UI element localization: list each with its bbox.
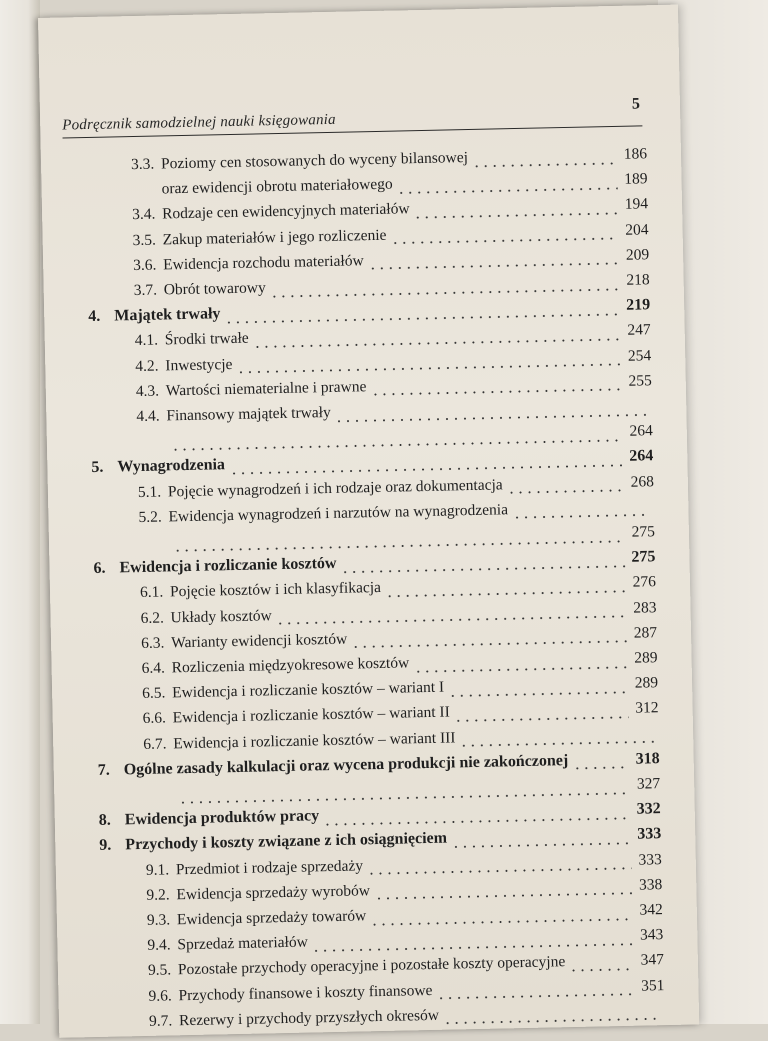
toc-entry-page: 327 (636, 775, 661, 793)
toc-entry-page: 318 (635, 749, 660, 768)
toc-entry-title: Finansowy majątek trwały (166, 403, 331, 425)
toc-entry-title: oraz ewidencji obrotu materiałowego (161, 175, 393, 198)
toc-entry-title: Ewidencja wynagrodzeń i narzutów na wynagrodzenia (168, 501, 509, 526)
dot-leader (414, 212, 619, 219)
toc-entry-page: 343 (639, 926, 664, 944)
page-number: 5 (631, 95, 641, 113)
toc-entry-title: Przedmiot i rodzaje sprzedaży (175, 856, 364, 878)
dot-leader (237, 363, 622, 374)
dot-leader (460, 740, 656, 747)
toc-entry-number: 9. (99, 837, 112, 855)
toc-entry-page: 347 (640, 951, 665, 969)
toc-entry-title: Ewidencja i rozliczanie kosztów – wariant III (173, 729, 456, 752)
toc-entry-title: Ewidencja i rozliczanie kosztów – wariant II (172, 703, 450, 727)
dot-leader (367, 867, 632, 876)
dot-leader (448, 690, 628, 697)
toc-entry-page: 186 (623, 145, 648, 163)
toc-entry-title: Ewidencja i rozliczanie kosztów – wariant I (171, 678, 445, 702)
running-header (62, 95, 642, 138)
dot-leader (507, 489, 624, 494)
toc-entry-page: 342 (639, 901, 663, 919)
toc-entry-title: Poziomy cen stosowanych do wyceny bilansowej (160, 149, 469, 173)
toc-entry-title: Zakup materiałów i jego rozliczenie (162, 226, 387, 249)
dot-leader (312, 942, 634, 952)
toc-entry-number: 9.5. (147, 961, 172, 980)
toc-entry-page: 264 (629, 447, 654, 466)
toc-entry-title: Ewidencja sprzedaży wyrobów (176, 882, 371, 904)
toc-entry-page: 219 (625, 296, 651, 314)
toc-entry-title: Przychody i koszty związane z ich osiągnięciem (125, 830, 448, 854)
dot-leader (276, 615, 627, 625)
dot-leader (512, 514, 650, 520)
dot-leader (451, 842, 631, 849)
toc-entry-page: 204 (625, 220, 649, 239)
toc-entry-number: 5.1. (137, 483, 162, 501)
toc-entry-title: Obrót towarowy (163, 279, 266, 299)
toc-entry-number: 9.1. (145, 861, 170, 879)
book-page (38, 5, 699, 1038)
toc-entry-number: 4. (88, 307, 101, 326)
toc-entry-title: Ewidencja sprzedaży towarów (176, 907, 367, 929)
toc-entry-number: 3.4. (131, 205, 156, 224)
adjacent-page-edge (0, 0, 40, 1024)
toc-entry-number: 6. (93, 559, 106, 578)
toc-entry-title: Warianty ewidencji kosztów (170, 630, 348, 652)
toc-entry-number: 9.4. (147, 936, 171, 955)
dot-leader (569, 968, 634, 972)
toc-entry-page: 287 (633, 623, 658, 642)
dot-leader (323, 816, 631, 825)
dot-leader (335, 413, 649, 423)
toc-entry-number: 6.7. (143, 735, 167, 753)
toc-entry-page: 264 (629, 422, 653, 440)
dot-leader (374, 892, 632, 900)
toc-entry-page: 332 (636, 800, 661, 818)
dot-leader (572, 766, 629, 770)
toc-entry-title: Inwestycje (165, 355, 233, 375)
dot-leader (371, 388, 622, 396)
toc-entry-number: 4.4. (136, 407, 160, 426)
toc-entry-title: Ogólne zasady kalkulacji oraz wycena produkcji nie zakończonej (123, 751, 569, 779)
dot-leader (397, 187, 618, 195)
toc-entry-page: 338 (638, 875, 663, 894)
toc-entry-page: 189 (624, 170, 648, 188)
toc-entry-page: 289 (634, 674, 659, 692)
toc-entry-number: 3.7. (133, 281, 158, 300)
toc-entry-page: 194 (624, 195, 649, 214)
dot-leader (472, 161, 617, 167)
dot-leader (229, 464, 623, 475)
toc-entry-number: 3.5. (132, 231, 157, 249)
toc-entry-title: Pojęcie wynagrodzeń i ich rodzaje oraz dokumentacja (167, 475, 503, 500)
toc-entry-page: 275 (631, 548, 656, 566)
toc-entry-page: 283 (633, 598, 657, 617)
dot-leader (454, 716, 629, 723)
toc-entry-page: 312 (635, 699, 659, 718)
toc-entry-number: 4.1. (134, 331, 159, 350)
toc-entry-number: 9.7. (148, 1012, 173, 1030)
toc-entry-number: 6.4. (141, 659, 166, 677)
toc-entry-number: 5. (91, 459, 104, 477)
toc-entry-page: 276 (632, 573, 657, 592)
toc-entry-number: 6.6. (142, 709, 167, 728)
dot-leader (391, 237, 619, 245)
toc-entry-number: 3.3. (130, 155, 155, 174)
toc-entry-title: Ewidencja i rozliczanie kosztów (119, 555, 337, 577)
toc-entry-title: Wynagrodzenia (117, 456, 226, 476)
toc-entry-title: Ewidencja rozchodu materiałów (163, 252, 364, 274)
toc-entry-number: 9.2. (146, 886, 170, 904)
dot-leader (385, 590, 626, 598)
toc-entry-number: 4.2. (135, 357, 159, 375)
toc-entry-page: 254 (627, 346, 652, 365)
toc-entry-number: 6.2. (140, 609, 165, 627)
toc-entry-title: Rezerwy i przychody przyszłych okresów (178, 1006, 440, 1030)
toc-entry-number: 6.5. (141, 684, 166, 703)
table-of-contents (67, 145, 665, 1030)
toc-entry-number: 9.6. (148, 987, 172, 1005)
dot-leader (270, 287, 620, 297)
dot-leader (341, 565, 626, 574)
dot-leader (370, 917, 633, 925)
toc-entry-page: 255 (628, 372, 652, 390)
dot-leader (413, 665, 627, 672)
dot-leader (253, 338, 621, 349)
toc-entry-page: 333 (637, 825, 662, 844)
toc-entry-page: 247 (627, 321, 651, 340)
toc-entry-number: 7. (97, 761, 110, 779)
toc-entry-page: 218 (626, 271, 650, 289)
toc-entry-number: 6.3. (140, 634, 165, 652)
toc-entry-title: Ewidencja produktów pracy (124, 807, 320, 829)
toc-entry-number: 6.1. (139, 583, 164, 602)
toc-entry-number: 8. (98, 811, 111, 830)
toc-entry-title: Środki trwałe (164, 330, 249, 349)
dot-leader (351, 640, 627, 649)
toc-entry-title: Sprzedaż materiałów (177, 933, 308, 954)
toc-entry-page: 275 (631, 523, 656, 541)
toc-entry-page: 351 (640, 976, 665, 995)
toc-entry-page: 209 (625, 246, 650, 264)
toc-entry-number: 3.6. (133, 256, 157, 274)
dot-leader (225, 313, 621, 324)
toc-entry-title: Pozostałe przychody operacyjne i pozostałe koszty operacyjne (177, 953, 566, 979)
dot-leader (368, 262, 619, 270)
toc-entry-title: Rozliczenia międzyokresowe kosztów (171, 654, 410, 677)
toc-entry-number: 9.3. (146, 911, 171, 929)
toc-entry-title: Pojęcie kosztów i ich klasyfikacja (169, 579, 382, 601)
toc-entry-title: Przychody finansowe i koszty finansowe (178, 981, 433, 1004)
toc-entry-page: 333 (638, 850, 662, 869)
toc-entry-number: 4.3. (135, 382, 160, 400)
dot-leader (437, 993, 635, 1000)
running-title: Podręcznik samodzielnej nauki księgowania (62, 111, 336, 134)
toc-entry-title: Rodzaje cen ewidencyjnych materiałów (161, 200, 410, 223)
toc-entry-page: 268 (630, 472, 655, 491)
toc-entry-number: 5.2. (138, 508, 162, 526)
toc-entry-title: Układy kosztów (170, 606, 272, 626)
toc-entry-title: Majątek trwały (114, 305, 221, 325)
toc-entry-page: 289 (634, 649, 658, 667)
toc-entry-title: Wartości niematerialne i prawne (165, 378, 367, 400)
